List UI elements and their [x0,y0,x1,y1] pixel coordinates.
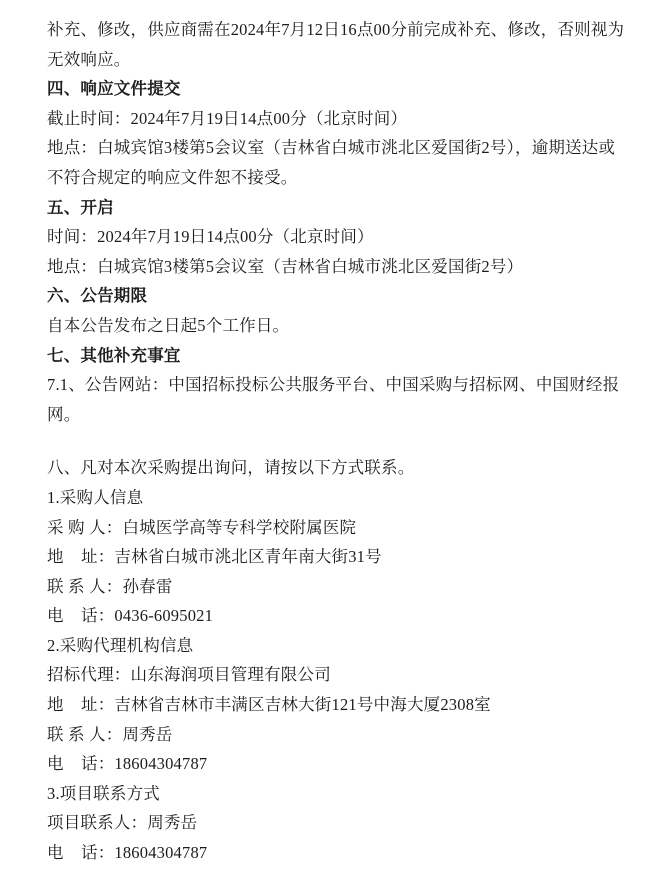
line-purchaser-name: 采 购 人：白城医学高等专科学校附属医院 [47,517,357,537]
line-agency-address: 地 址：吉林省吉林市丰满区吉林大街121号中海大厦2308室 [47,695,491,715]
paragraph-invalid-response: 无效响应。 [47,49,131,69]
line-opening-location: 地点：白城宾馆3楼第5会议室（吉林省白城市洮北区爱国街2号） [47,256,524,276]
line-agency-name: 招标代理：山东海润项目管理有限公司 [47,665,331,685]
line-agency-info-title: 2.采购代理机构信息 [47,635,194,655]
paragraph-supplement-deadline: 补充、修改，供应商需在2024年7月12日16点00分前完成补充、修改，否则视为 [47,20,625,39]
line-project-contact-person: 项目联系人：周秀岳 [47,813,198,833]
section-gap [47,429,620,453]
line-announcement-websites-continued: 网。 [47,404,81,424]
heading-section-7-other-matters: 七、其他补充事宜 [47,345,181,365]
line-submission-location: 地点：白城宾馆3楼第5会议室（吉林省白城市洮北区爱国街2号），逾期送达或 [47,138,616,158]
line-purchaser-info-title: 1.采购人信息 [47,487,144,507]
line-submission-deadline: 截止时间：2024年7月19日14点00分（北京时间） [47,108,408,128]
line-opening-time: 时间：2024年7月19日14点00分（北京时间） [47,227,374,247]
line-section-8-contact-intro: 八、凡对本次采购提出询问，请按以下方式联系。 [47,458,415,478]
line-submission-location-continued: 不符合规定的响应文件恕不接受。 [47,167,298,187]
heading-section-4-response-submission: 四、响应文件提交 [47,79,181,99]
line-announcement-websites: 7.1、公告网站：中国招标投标公共服务平台、中国采购与招标网、中国财经报 [47,375,620,395]
heading-section-5-opening: 五、开启 [47,197,114,217]
line-announcement-period: 自本公告发布之日起5个工作日。 [47,315,290,335]
line-project-contact-title: 3.项目联系方式 [47,783,160,803]
line-purchaser-contact-person: 联 系 人：孙春雷 [47,576,173,596]
line-purchaser-phone: 电 话：0436-6095021 [47,606,214,626]
line-agency-contact-person: 联 系 人：周秀岳 [47,724,173,744]
line-agency-phone: 电 话：18604304787 [47,754,208,774]
heading-section-6-announcement-period: 六、公告期限 [47,286,148,306]
line-purchaser-address: 地 址：吉林省白城市洮北区青年南大街31号 [47,547,382,567]
line-project-contact-phone: 电 话：18604304787 [47,843,208,863]
